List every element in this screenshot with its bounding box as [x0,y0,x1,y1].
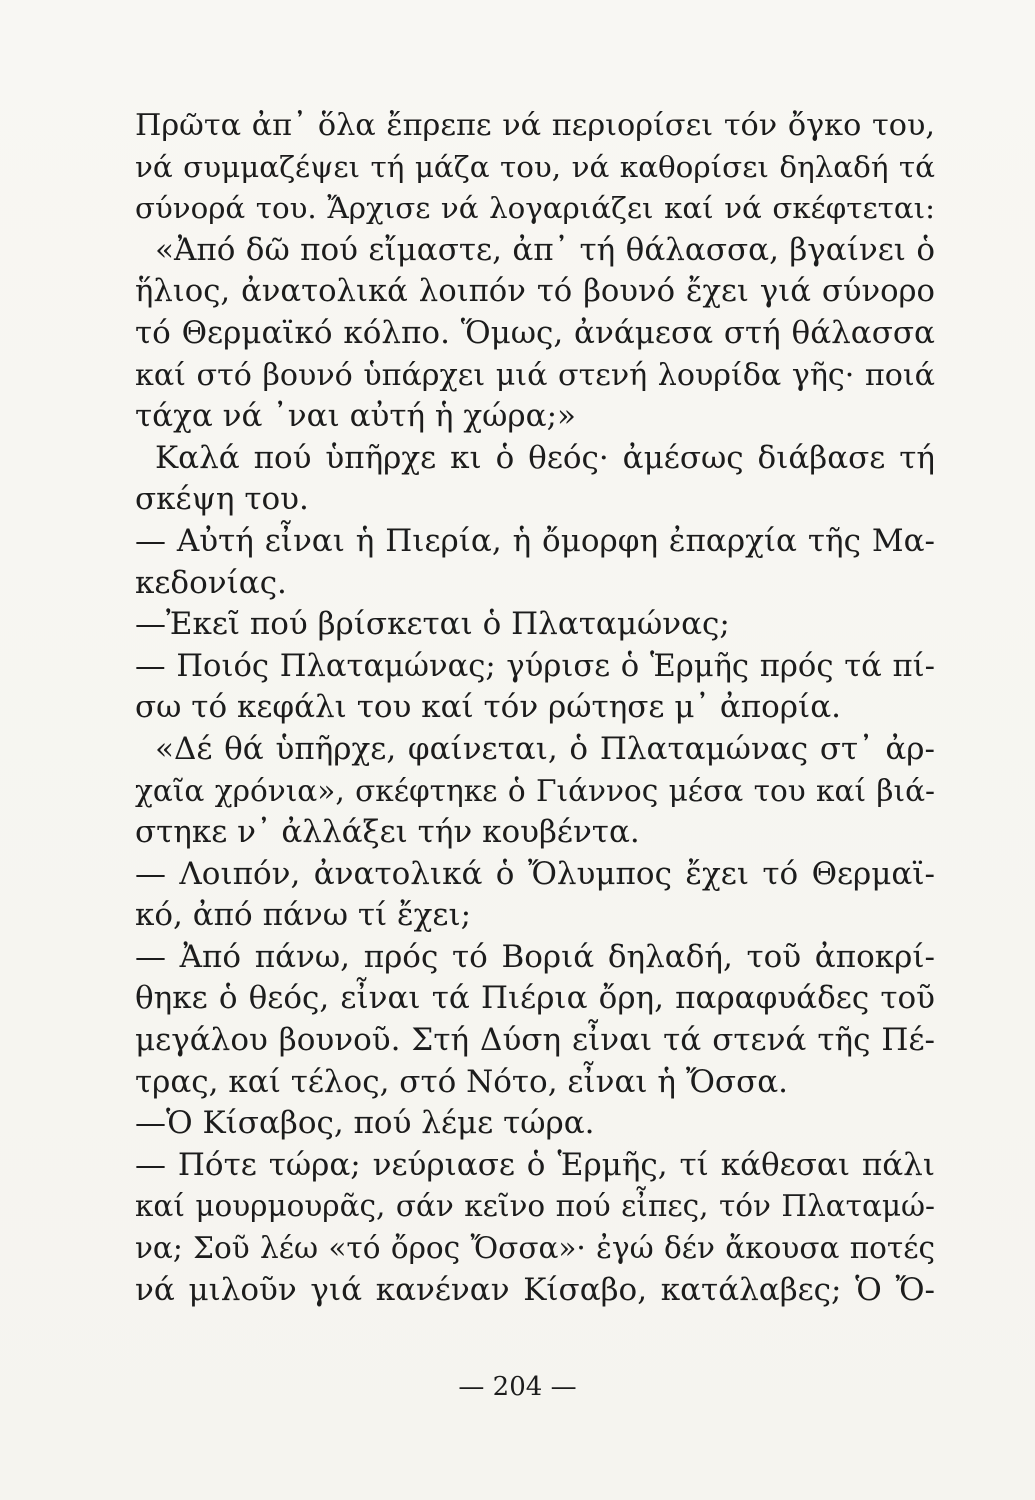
text-line: νά συμμαζέψει τή μάζα του, νά καθορίσει δηλαδή τά [135,149,935,184]
text-line: «Δέ θά ὑπῆρχε, φαίνεται, ὁ Πλαταμώνας στ᾽ ἀρ- [155,730,935,767]
text-line: τάχα νά ᾽ναι αὐτή ἡ χώρα;» [135,398,576,435]
text-line: σύνορά του. Ἄρχισε νά λογαριάζει καί νά σκέφτεται: [135,191,935,226]
text-line: στηκε ν᾽ ἀλλάξει τήν κουβέντα. [135,814,640,851]
text-line: — Ἀπό πάνω, πρός τό Βοριά δηλαδή, τοῦ ἀποκρί- [135,938,935,975]
text-line: «Ἀπό δῶ πού εἴμαστε, ἀπ᾽ τή θάλασσα, βγαίνει ὁ [155,231,935,268]
text-line: —Ἐκεῖ πού βρίσκεται ὁ Πλαταμώνας; [135,606,730,643]
text-line: καί στό βουνό ὑπάρχει μιά στενή λουρίδα γῆς· ποιά [135,357,935,393]
text-line: — Αὐτή εἶναι ἡ Πιερία, ἡ ὄμορφη ἐπαρχία τῆς Μα- [135,522,935,559]
text-line: Καλά πού ὑπῆρχε κι ὁ θεός· ἀμέσως διάβασε τή [155,439,935,476]
page-number: — 204 — [458,1372,577,1402]
text-line: νά μιλοῦν γιά κανέναν Κίσαβο, κατάλαβες; Ὁ Ὄ- [135,1271,935,1308]
text-line: μεγάλου βουνοῦ. Στή Δύση εἶναι τά στενά τῆς Πέ- [135,1022,935,1059]
text-line: — Πότε τώρα; νεύριασε ὁ Ἑρμῆς, τί κάθεσαι πάλι [135,1146,935,1183]
text-line: καί μουρμουρᾶς, σάν κεῖνο πού εἶπες, τόν Πλαταμώ- [135,1189,935,1224]
text-line: σω τό κεφάλι του καί τόν ρώτησε μ᾽ ἀπορία. [135,689,841,726]
text-line: θηκε ὁ θεός, εἶναι τά Πιέρια ὄρη, παραφυάδες τοῦ [135,980,935,1017]
text-line: ἥλιος, ἀνατολικά λοιπόν τό βουνό ἔχει γιά σύνορο [135,274,935,310]
text-line: Πρῶτα ἀπ᾽ ὅλα ἔπρεπε νά περιορίσει τόν ὄγκο του, [135,108,935,143]
text-line: σκέψη του. [135,481,309,518]
text-line: — Λοιπόν, ἀνατολικά ὁ Ὄλυμπος ἔχει τό Θερμαϊ- [135,855,935,892]
text-line: —Ὁ Κίσαβος, πού λέμε τώρα. [135,1105,595,1142]
body-text [135,105,935,1311]
text-line: κεδονίας. [135,564,287,601]
text-line: — Ποιός Πλαταμώνας; γύρισε ὁ Ἑρμῆς πρός τά πί- [135,648,935,684]
text-line: τό Θερμαϊκό κόλπο. Ὅμως, ἀνάμεσα στή θάλασσα [135,314,935,351]
text-line: να; Σοῦ λέω «τό ὄρος Ὄσσα»· ἐγώ δέν ἄκουσα ποτές [135,1231,935,1266]
text-line: χαῖα χρόνια», σκέφτηκε ὁ Γιάννος μέσα του καί βιά- [135,773,935,808]
text-line: κό, ἀπό πάνω τί ἔχει; [135,897,472,934]
text-line: τρας, καί τέλος, στό Νότο, εἶναι ἡ Ὄσσα. [135,1063,789,1100]
